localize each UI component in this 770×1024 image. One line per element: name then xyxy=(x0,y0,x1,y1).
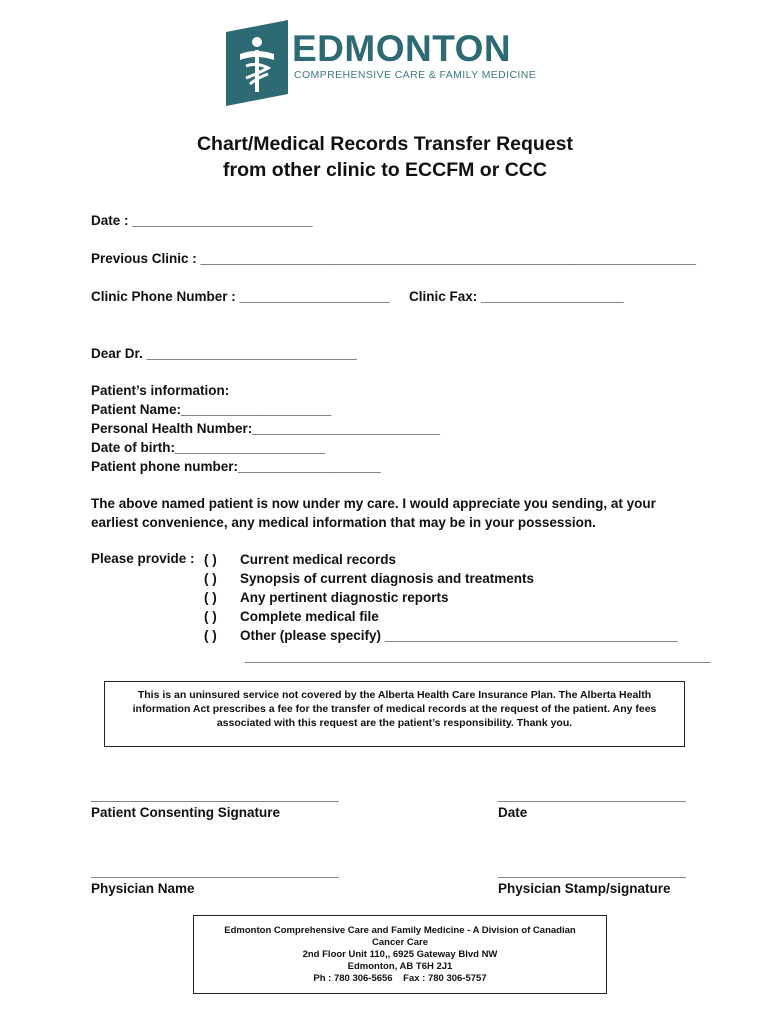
patient-phone-field[interactable]: Patient phone number:___________________ xyxy=(91,459,381,474)
patient-signature-label: Patient Consenting Signature xyxy=(91,805,281,820)
physician-name-line[interactable]: _________________________________ xyxy=(91,864,339,879)
uninsured-notice-box xyxy=(104,681,685,747)
physician-stamp-line[interactable]: _________________________ xyxy=(498,864,686,879)
footer-line-1: Edmonton Comprehensive Care and Family Medicine - A Division of Canadian xyxy=(224,925,576,936)
checkbox-paren[interactable]: ( ) xyxy=(204,552,217,567)
page-title xyxy=(0,131,770,183)
clinic-fax-field[interactable]: Clinic Fax: ___________________ xyxy=(409,289,624,304)
checkbox-paren[interactable]: ( ) xyxy=(204,571,217,586)
logo-tagline: COMPREHENSIVE CARE & FAMILY MEDICINE xyxy=(294,69,537,81)
checkbox-paren[interactable]: ( ) xyxy=(204,609,217,624)
option-current-records[interactable] xyxy=(204,550,678,569)
footer-line-3: 2nd Floor Unit 110,, 6925 Gateway Blvd NW xyxy=(302,949,498,960)
logo-wordmark: EDMONTON xyxy=(292,28,512,69)
health-number-field[interactable]: Personal Health Number:_________________________ xyxy=(91,421,440,436)
other-specify-extra-line[interactable]: ______________________________________________________________ xyxy=(245,649,711,664)
patient-name-field[interactable]: Patient Name:____________________ xyxy=(91,402,332,417)
clinic-logo xyxy=(226,20,556,106)
physician-name-label: Physician Name xyxy=(91,881,195,896)
request-paragraph xyxy=(91,494,691,532)
date-signature-line[interactable]: _________________________ xyxy=(498,788,686,803)
date-of-birth-field[interactable]: Date of birth:____________________ xyxy=(91,440,326,455)
option-label: Other (please specify) _______________________________________ xyxy=(240,628,678,643)
option-synopsis[interactable] xyxy=(204,569,678,588)
caduceus-logo-icon xyxy=(226,20,288,106)
dear-dr-field[interactable]: Dear Dr. ____________________________ xyxy=(91,346,357,361)
option-label: Complete medical file xyxy=(240,609,379,624)
checkbox-paren[interactable]: ( ) xyxy=(204,590,217,605)
notice-line-3: associated with this request are the patient’s responsibility. Thank you. xyxy=(216,717,573,729)
option-label: Current medical records xyxy=(240,552,397,567)
title-line-1: Chart/Medical Records Transfer Request xyxy=(196,133,574,155)
title-line-2: from other clinic to ECCFM or CCC xyxy=(223,159,547,181)
paragraph-line-1: The above named patient is now under my care. I would appreciate you sending, at your xyxy=(91,496,656,511)
option-diagnostic-reports[interactable] xyxy=(204,588,678,607)
paragraph-line-2: earliest convenience, any medical information that may be in your possession. xyxy=(91,515,596,530)
option-complete-file[interactable] xyxy=(204,607,678,626)
patient-info-heading: Patient’s information: xyxy=(91,383,230,398)
physician-stamp-label: Physician Stamp/signature xyxy=(498,881,671,896)
provide-options xyxy=(204,550,678,645)
option-label: Any pertinent diagnostic reports xyxy=(240,590,449,605)
notice-line-1: This is an uninsured service not covered by the Alberta Health Care Insurance Plan. The Alberta Health xyxy=(137,689,652,701)
option-label: Synopsis of current diagnosis and treatments xyxy=(240,571,535,586)
footer-line-4: Edmonton, AB T6H 2J1 xyxy=(347,961,453,972)
footer-line-5: Ph : 780 306-5656 Fax : 780 306-5757 xyxy=(313,973,487,984)
clinic-phone-field[interactable]: Clinic Phone Number : ____________________ xyxy=(91,289,390,304)
checkbox-paren[interactable]: ( ) xyxy=(204,628,217,643)
date-field[interactable]: Date : ________________________ xyxy=(91,213,313,228)
notice-line-2: information Act prescribes a fee for the transfer of medical records at the request of the patient. Any fees xyxy=(132,703,657,715)
clinic-address-footer xyxy=(193,915,607,994)
please-provide-label: Please provide : xyxy=(91,551,195,566)
date-label: Date xyxy=(498,805,528,820)
patient-signature-line[interactable]: _________________________________ xyxy=(91,788,339,803)
previous-clinic-field[interactable]: Previous Clinic : __________________________________________________________________ xyxy=(91,251,697,266)
footer-line-2: Cancer Care xyxy=(372,937,428,948)
option-other[interactable] xyxy=(204,626,678,645)
